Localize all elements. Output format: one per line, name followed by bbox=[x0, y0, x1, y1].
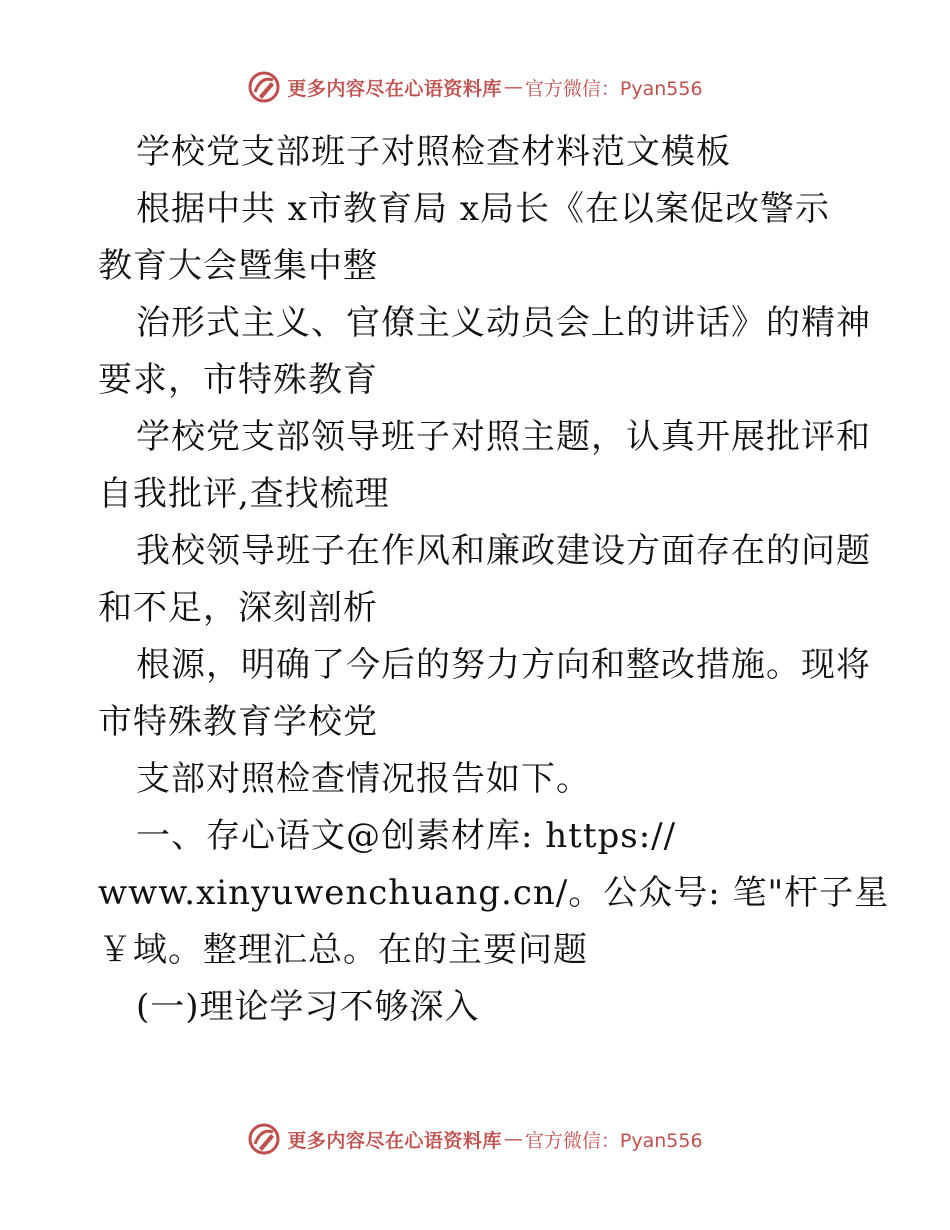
doc-line: 和不足，深刻剖析 bbox=[98, 588, 378, 628]
banner-dash: — bbox=[503, 76, 523, 98]
doc-line: (一)理论学习不够深入 bbox=[136, 987, 480, 1027]
doc-line: 学校党支部领导班子对照主题，认真开展批评和 bbox=[136, 417, 871, 457]
document-body bbox=[98, 124, 890, 1036]
doc-line: 市特殊教育学校党 bbox=[98, 702, 378, 742]
doc-line: 治形式主义、官僚主义动员会上的讲话》的精神 bbox=[136, 303, 871, 343]
doc-line: 自我批评,查找梳理 bbox=[98, 474, 390, 514]
header-banner bbox=[0, 70, 950, 104]
doc-line: 我校领导班子在作风和廉政建设方面存在的问题 bbox=[136, 531, 871, 571]
doc-line: 根源，明确了今后的努力方向和整改措施。现将 bbox=[136, 645, 871, 685]
doc-line: ￥域。整理汇总。在的主要问题 bbox=[98, 930, 588, 970]
banner-dash: — bbox=[503, 1128, 523, 1150]
doc-line: 支部对照检查情况报告如下。 bbox=[136, 759, 591, 799]
doc-line: 要求，市特殊教育 bbox=[98, 360, 378, 400]
doc-line: 教育大会暨集中整 bbox=[98, 246, 378, 286]
banner-right-text: 官方微信：Pyan556 bbox=[524, 77, 703, 100]
red-swirl-pen-logo-icon bbox=[247, 70, 281, 104]
doc-line: 学校党支部班子对照检查材料范文模板 bbox=[136, 132, 731, 172]
doc-line: www.xinyuwenchuang.cn/。公众号: 笔"杆子星 bbox=[98, 873, 890, 913]
banner-left-text: 更多内容尽在心语资料库 bbox=[287, 1129, 502, 1152]
banner-left-text: 更多内容尽在心语资料库 bbox=[287, 77, 502, 100]
banner-right-text: 官方微信：Pyan556 bbox=[524, 1129, 703, 1152]
footer-banner bbox=[0, 1122, 950, 1156]
red-swirl-pen-logo-icon bbox=[247, 1122, 281, 1156]
doc-line: 根据中共 x市教育局 x局长《在以案促改警示 bbox=[136, 189, 830, 229]
doc-line: 一、存心语文@创素材库: https:// bbox=[136, 816, 677, 856]
